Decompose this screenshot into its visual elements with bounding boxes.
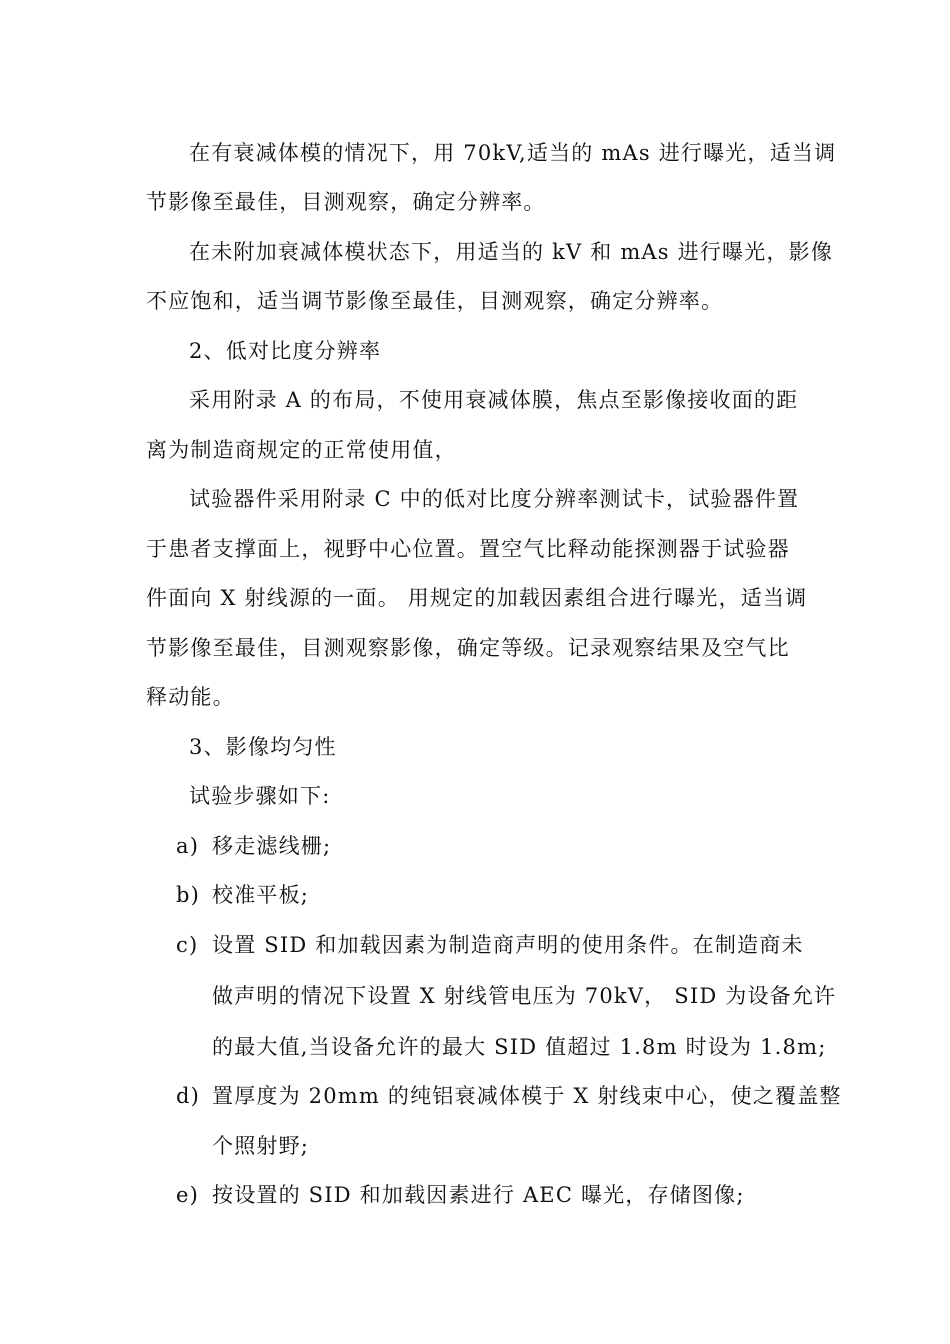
list-marker: d) [176,1084,201,1108]
list-item-step-c-line-2: 做声明的情况下设置 X 射线管电压为 70kV， SID 为设备允许 [212,984,837,1008]
list-marker: c) [176,933,199,957]
paragraph-4-line-4: 节影像至最佳，目测观察影像，确定等级。记录观察结果及空气比 [146,636,790,660]
list-item-step-d [176,1081,842,1111]
list-item-step-a [176,831,331,861]
list-item-step-e [176,1180,745,1210]
list-item-step-d-line-2: 个照射野; [212,1134,310,1158]
section-heading-image-uniformity: 3、影像均匀性 [189,735,337,759]
steps-intro: 试验步骤如下: [189,784,331,808]
paragraph-3-line-2: 离为制造商规定的正常使用值， [146,438,457,462]
list-item-step-c-line-3: 的最大值,当设备允许的最大 SID 值超过 1.8m 时设为 1.8m; [212,1035,827,1059]
paragraph-4-line-3: 件面向 X 射线源的一面。 用规定的加载因素组合进行曝光，适当调 [146,586,808,610]
list-item-text: 校准平板; [212,883,310,907]
paragraph-1-line-1: 在有衰减体模的情况下，用 70kV,适当的 mAs 进行曝光，适当调 [189,141,837,165]
list-marker: b) [176,883,201,907]
list-marker: e) [176,1183,200,1207]
list-item-step-b [176,880,309,910]
section-heading-low-contrast: 2、低对比度分辨率 [189,339,382,363]
list-item-step-c [176,930,804,960]
paragraph-2-line-1: 在未附加衰减体模状态下，用适当的 kV 和 mAs 进行曝光，影像 [189,240,834,264]
list-item-text: 移走滤线栅; [212,834,332,858]
paragraph-3-line-1: 采用附录 A 的布局，不使用衰减体膜，焦点至影像接收面的距 [189,388,799,412]
paragraph-2-line-2: 不应饱和，适当调节影像至最佳，目测观察，确定分辨率。 [146,289,724,313]
paragraph-4-line-2: 于患者支撑面上，视野中心位置。置空气比释动能探测器于试验器 [146,537,790,561]
list-item-text: 设置 SID 和加载因素为制造商声明的使用条件。在制造商未 [212,933,804,957]
list-item-text: 按设置的 SID 和加载因素进行 AEC 曝光，存储图像; [212,1183,745,1207]
paragraph-4-line-1: 试验器件采用附录 C 中的低对比度分辨率测试卡，试验器件置 [189,487,800,511]
paragraph-1-line-2: 节影像至最佳，目测观察，确定分辨率。 [146,190,546,214]
paragraph-4-line-5: 释动能。 [146,685,235,709]
list-item-text: 置厚度为 20mm 的纯铝衰减体模于 X 射线束中心，使之覆盖整 [212,1084,842,1108]
list-marker: a) [176,834,200,858]
